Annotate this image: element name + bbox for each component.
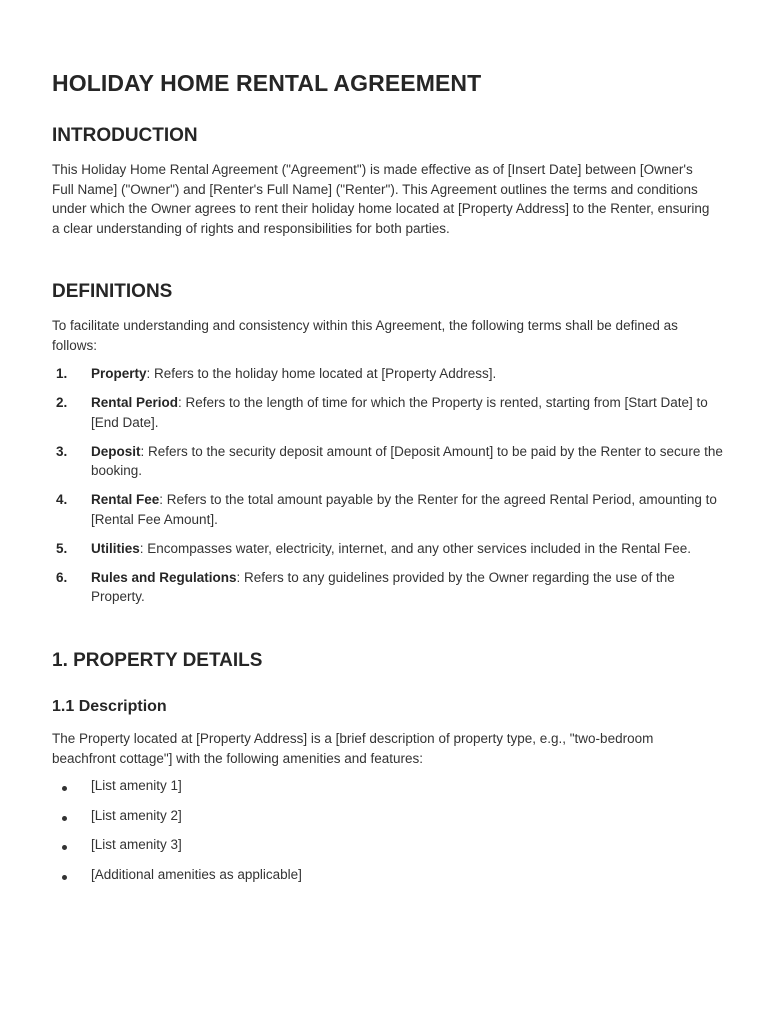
bullet-icon xyxy=(62,875,67,880)
definition-text: : Refers to the holiday home located at [Property Address]. xyxy=(146,366,497,381)
amenity-text: [List amenity 1] xyxy=(91,778,182,793)
description-text: The Property located at [Property Address] is a [brief description of property type, e.g., "two-bedroom beachfront cottage"] with the following amenities and features: xyxy=(52,731,654,766)
definition-text: : Refers to any guidelines provided by the Owner regarding the use of the Property. xyxy=(91,569,675,604)
amenity-text: [Additional amenities as applicable] xyxy=(91,866,302,882)
definition-text: : Refers to the security deposit amount of [Deposit Amount] to be paid by the Renter to secure the booking. xyxy=(91,443,723,478)
definition-term: Deposit xyxy=(91,443,141,459)
definition-number: 4. xyxy=(56,492,68,507)
definition-number: 1. xyxy=(56,366,68,381)
definition-item xyxy=(52,539,732,559)
definition-term: Rental Fee xyxy=(91,492,160,507)
definition-term: Property xyxy=(91,366,147,381)
amenity-item xyxy=(52,865,302,895)
definitions-intro: To facilitate understanding and consistency within this Agreement, the following terms shall be defined as follows: xyxy=(52,318,678,353)
definition-term: Rental Period xyxy=(91,395,179,410)
definition-text: : Refers to the total amount payable by the Renter for the agreed Rental Period, amounting to [Rental Fee Amount]. xyxy=(91,492,717,527)
definition-item xyxy=(52,442,732,481)
amenity-item xyxy=(52,806,302,836)
amenity-item xyxy=(52,835,302,865)
definition-number: 5. xyxy=(56,540,68,556)
definition-item xyxy=(52,393,732,432)
definition-number: 6. xyxy=(56,569,68,585)
amenity-item xyxy=(52,776,302,806)
definition-item xyxy=(52,364,732,384)
definition-number: 3. xyxy=(56,443,68,459)
introduction-text: This Holiday Home Rental Agreement ("Agreement") is made effective as of [Insert Date] between [Owner's Full Name] ("Owner") and [Renter's Full Name] ("Renter"). This Agreement outlines the terms and conditions under which the Owner agrees to rent their holiday home located at [Property Address] to the Renter, ensuring a clear understanding of rights and responsibilities for both parties. xyxy=(52,162,710,236)
amenity-text: [List amenity 2] xyxy=(91,807,182,823)
definition-item xyxy=(52,490,732,529)
bullet-icon xyxy=(62,786,67,791)
document-title: HOLIDAY HOME RENTAL AGREEMENT xyxy=(52,70,482,96)
bullet-icon xyxy=(62,816,67,821)
definitions-heading: DEFINITIONS xyxy=(52,281,173,302)
definition-term: Rules and Regulations xyxy=(91,569,237,585)
definition-text: : Refers to the length of time for which the Property is rented, starting from [Start Date] to [End Date]. xyxy=(91,395,708,430)
description-heading: 1.1 Description xyxy=(52,698,167,715)
definition-term: Utilities xyxy=(91,540,140,556)
definition-item xyxy=(52,568,732,607)
property-details-heading: 1. PROPERTY DETAILS xyxy=(52,650,263,671)
definition-text: : Encompasses water, electricity, internet, and any other services included in the Rental Fee. xyxy=(139,540,692,556)
bullet-icon xyxy=(62,845,67,850)
introduction-heading: INTRODUCTION xyxy=(52,125,198,146)
definitions-list xyxy=(52,364,732,616)
definition-number: 2. xyxy=(56,395,68,410)
amenity-text: [List amenity 3] xyxy=(91,837,182,852)
amenities-list xyxy=(52,776,302,894)
